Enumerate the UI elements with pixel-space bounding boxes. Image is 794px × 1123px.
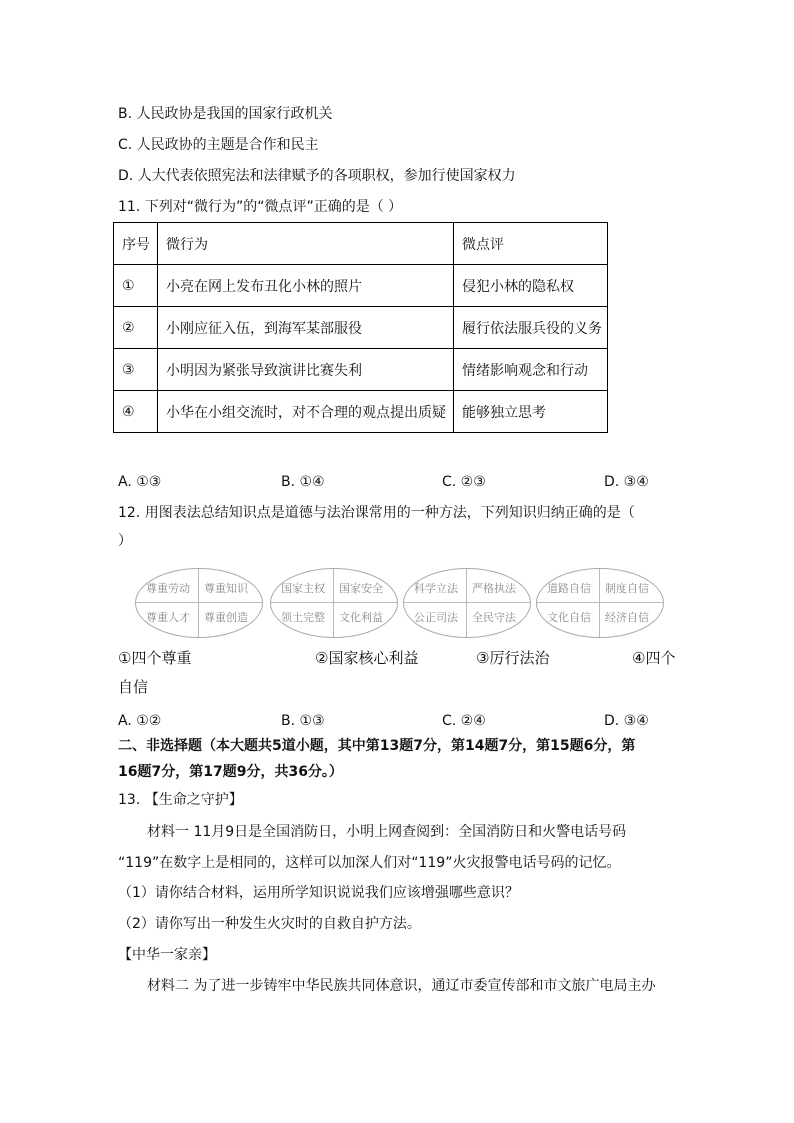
table-row (114, 307, 608, 349)
oval-text: 领土完整 (281, 611, 325, 624)
table-cell: ③ (114, 349, 158, 391)
question-13-sub-2: （2）请你写出一种发生火灾时的自救自护方法。 (118, 916, 421, 932)
option-d-q11: D. ③④ (604, 474, 649, 490)
diagram-oval-national-interest (270, 568, 398, 638)
table-row (114, 349, 608, 391)
option-b-q11: B. ①④ (281, 474, 325, 490)
table-cell: ④ (114, 391, 158, 433)
question-13-heading: 13. 【生命之守护】 (118, 792, 243, 808)
table-cell: ② (114, 307, 158, 349)
section-2-heading: 二、非选择题（本大题共5道小题，其中第13题7分，第14题7分，第15题6分，第 (118, 738, 636, 754)
diagram-label-2: ②国家核心利益 (315, 649, 419, 667)
oval-text: 严格执法 (472, 582, 516, 595)
table-cell: 履行依法服兵役的义务 (454, 307, 608, 349)
diagram-label-4-cont: 自信 (118, 678, 149, 696)
table-cell: 小明因为紧张导致演讲比赛失利 (158, 349, 454, 391)
diagram-oval-respect (135, 568, 263, 638)
table-cell: 情绪影响观念和行动 (454, 349, 608, 391)
section-heading-unity: 【中华一家亲】 (118, 947, 216, 963)
oval-text: 国家主权 (281, 582, 325, 595)
question-11-table (113, 222, 608, 433)
diagram-oval-rule-of-law (403, 568, 531, 638)
header-cell: 序号 (114, 223, 158, 265)
diagram-label-3: ③厉行法治 (476, 649, 550, 667)
oval-text: 经济自信 (605, 611, 649, 624)
diagram-label-4: ④四个 (632, 649, 676, 667)
material-2-line-1: 材料二 为了进一步铸牢中华民族共同体意识，通辽市委宣传部和市文旅广电局主办 (147, 978, 656, 994)
table-row (114, 391, 608, 433)
oval-text: 尊重劳动 (146, 582, 190, 595)
oval-text: 科学立法 (414, 582, 458, 595)
table-cell: 小华在小组交流时，对不合理的观点提出质疑 (158, 391, 454, 433)
oval-text: 文化自信 (547, 611, 591, 624)
oval-text: 文化利益 (339, 611, 383, 624)
oval-text: 道路自信 (547, 582, 591, 595)
question-12-stem-cont: ） (118, 533, 132, 549)
header-cell: 微行为 (158, 223, 454, 265)
option-c-q11: C. ②③ (442, 474, 486, 490)
option-c-q12: C. ②④ (442, 713, 486, 729)
oval-text: 全民守法 (472, 611, 516, 624)
table-cell: ① (114, 265, 158, 307)
option-a-q12: A. ①② (118, 713, 162, 729)
question-11-stem: 11. 下列对“微行为”的“微点评”正确的是（ ） (118, 199, 403, 215)
question-12-stem: 12. 用图表法总结知识点是道德与法治课常用的一种方法，下列知识归纳正确的是（ (118, 505, 635, 521)
oval-text: 国家安全 (339, 582, 383, 595)
oval-text: 制度自信 (605, 582, 649, 595)
option-d-q10: D. 人大代表依照宪法和法律赋予的各项职权，参加行使国家权力 (118, 168, 516, 184)
oval-text: 公正司法 (414, 611, 458, 624)
option-b-q10: B. 人民政协是我国的国家行政机关 (118, 106, 333, 122)
diagram-oval-confidence (536, 568, 664, 638)
option-b-q12: B. ①③ (281, 713, 325, 729)
option-c-q10: C. 人民政协的主题是合作和民主 (118, 137, 319, 153)
option-d-q12: D. ③④ (604, 713, 649, 729)
table-cell: 小刚应征入伍，到海军某部服役 (158, 307, 454, 349)
question-13-sub-1: （1）请你结合材料，运用所学知识说说我们应该增强哪些意识？ (118, 885, 519, 901)
table-header-row (114, 223, 608, 265)
header-cell: 微点评 (454, 223, 608, 265)
material-1-line-2: “119”在数字上是相同的，这样可以加深人们对“119”火灾报警电话号码的记忆。 (118, 855, 621, 871)
oval-text: 尊重人才 (146, 611, 190, 624)
table-cell: 小亮在网上发布丑化小林的照片 (158, 265, 454, 307)
diagram-label-1: ①四个尊重 (118, 649, 192, 667)
section-2-heading-cont: 16题7分，第17题9分，共36分。） (118, 764, 343, 780)
oval-text: 尊重创造 (204, 611, 248, 624)
oval-text: 尊重知识 (204, 582, 248, 595)
table-cell: 能够独立思考 (454, 391, 608, 433)
table-cell: 侵犯小林的隐私权 (454, 265, 608, 307)
material-1-line-1: 材料一 11月9日是全国消防日，小明上网查阅到：全国消防日和火警电话号码 (147, 824, 627, 840)
table-row (114, 265, 608, 307)
option-a-q11: A. ①③ (118, 474, 162, 490)
